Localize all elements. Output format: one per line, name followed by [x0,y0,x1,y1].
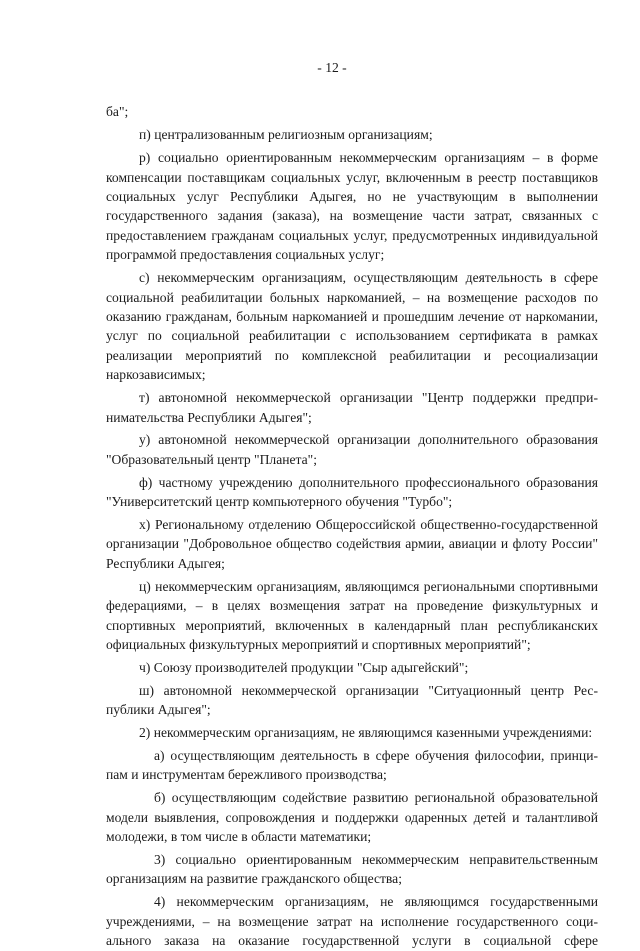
paragraph: ц) некоммерческим организациям, являющимся региональными спортивными федерациями, – в целях возмещения затрат на проведение физкультурных и спортивных мероприятий, включенных в календарный план республиканских официальных физкультурных мероприятий и спортивных мероприятий"; [106,578,598,652]
paragraph: п) централизованным религиозным организациям; [139,127,433,143]
paragraph: 2) некоммерческим организациям, не являющимся казенными учреждениями: [139,725,593,741]
paragraph: б) осуществляющим содействие развитию региональной образовательной модели выявления, сопровождения и поддержки одаренных детей и талантливой молодежи, в том числе в области математики; [106,790,598,845]
paragraph: р) социально ориентированным некоммерческим организациям – в форме компенсации поставщикам социальных услуг, включенным в реестр поставщиков социальных услуг Республики Адыгея, но не участвующим в выполнении государственного задания (заказа), на возмещение части затрат, связанных с предоставлением гражданам социальных услуг, предусмотренных индивидуальной программой предоставления социальных услуг; [106,150,598,263]
paragraph: ч) Союзу производителей продукции "Сыр адыгейский"; [139,659,469,675]
paragraph: с) некоммерческим организациям, осуществляющим деятельность в сфере социальной реабилитации больных наркоманией, – на возмещение расходов по оказанию гражданам, больным наркоманией и прошедшим лечение от наркомании, услуг по социальной реабилитации с использованием сертификата в рамках реализации мероприятий по комплексной реабилитации и ресоциализации наркозависимых; [106,270,598,383]
paragraph: ба"; [106,104,129,120]
paragraph: ш) автономной некоммерческой организации "Ситуационный центр Республики Адыгея"; [106,682,598,718]
document-body [106,102,598,950]
paragraph: х) Региональному отделению Общероссийской общественно-государственной организации "Добровольное общество содействия армии, авиации и флоту России" Республики Адыгея; [106,517,598,571]
paragraph: 3) социально ориентированным некоммерческим неправительственным организациям на развитие гражданского общества; [106,852,598,887]
paragraph: ф) частному учреждению дополнительного профессионального образования "Университетский центр компьютерного обучения "Турбо"; [106,474,598,510]
page-number: - 12 - [317,60,347,75]
paragraph: у) автономной некоммерческой организации дополнительного образования "Образовательный центр "Планета"; [106,432,598,467]
paragraph: 4) некоммерческим организациям, не являющимся государственными учреждениями, – на возмещение затрат на исполнение государственного социального заказа на оказание государственной услуги в социальной сфере [106,894,598,949]
paragraph: а) осуществляющим деятельность в сфере обучения философии, принципам и инструментам бережливого производства; [106,748,598,783]
paragraph: т) автономной некоммерческой организации "Центр поддержки предпринимательства Республики Адыгея"; [106,390,598,425]
